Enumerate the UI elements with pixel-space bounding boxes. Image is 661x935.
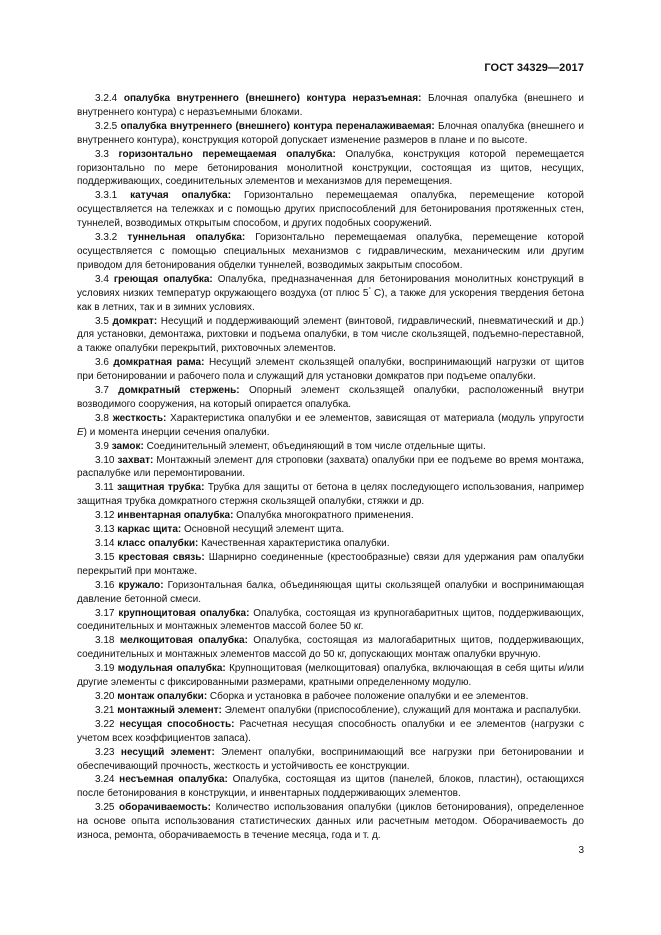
definition-text: Опорный элемент скользящей опалубки, расположенный внутри возводимого сооружения, на который опирается опалубка. (77, 385, 584, 410)
definition-term: опалубка внутреннего (внешнего) контура неразъемная: (123, 93, 422, 104)
definition-number: 3.24 (95, 774, 115, 786)
definition-text-continued: ) и момента инерции сечения опалубки. (83, 426, 270, 438)
definition-number: 3.12 (95, 510, 115, 522)
definition-item (77, 704, 584, 718)
definition-item (77, 579, 584, 607)
definition-number: 3.8 (95, 412, 109, 424)
definition-text: Элемент опалубки (приспособление), служащий для монтажа и распалубки. (221, 704, 582, 716)
definition-term: несъемная опалубка: (119, 774, 228, 786)
definition-number: 3.4 (95, 273, 109, 285)
page-number: 3 (578, 845, 584, 856)
definition-term: греющая опалубка: (113, 273, 213, 285)
definition-number: 3.17 (95, 607, 115, 619)
definition-number: 3.9 (95, 440, 109, 452)
definition-item (77, 690, 584, 704)
definition-term: мелкощитовая опалубка: (119, 635, 248, 647)
definition-term: оборачиваемость: (119, 802, 211, 814)
definition-item (77, 509, 584, 523)
definition-term: инвентарная опалубка: (117, 510, 234, 522)
definition-number: 3.20 (95, 690, 115, 702)
modulus-symbol: Е (77, 426, 84, 438)
definition-term: горизонтально перемещаемая опалубка: (118, 148, 336, 160)
definition-text: Опалубка, состоящая из крупногабаритных щитов, поддерживающих, соединительных и монтажных элементов массой более 50 кг. (77, 607, 585, 633)
definition-item (77, 551, 584, 579)
definition-term: несущий элемент: (120, 746, 215, 758)
definition-term: монтажный элемент: (117, 704, 222, 716)
definition-number: 3.2.5 (95, 120, 118, 132)
definition-text-continued: С), а также для ускорения твердения бетона как в летних, так и в зимних условиях. (77, 287, 585, 313)
definition-term: опалубка внутреннего (внешнего) контура переналаживаемая: (120, 120, 435, 132)
definition-term: домкратный стержень: (118, 385, 240, 397)
definition-number: 3.16 (95, 579, 115, 591)
definition-number: 3.19 (95, 663, 115, 675)
definition-text: Шарнирно соединенные (крестообразные) связи для удержания рам опалубки перекрытий при монтаже. (77, 551, 584, 577)
definition-number: 3.14 (95, 538, 115, 549)
definition-text: Элемент опалубки, воспринимающий все нагрузки при бетонировании и обеспечивающий прочность, жесткость и устойчивость ее конструкции. (77, 746, 585, 772)
definition-number: 3.22 (95, 718, 115, 730)
definition-number: 3.3 (95, 148, 109, 160)
definition-item (77, 773, 584, 801)
definition-item (77, 454, 584, 482)
definition-term: крестовая связь: (118, 551, 205, 563)
definition-text: Трубка для защиты от бетона в целях последующего использования, например защитная трубка домкратного стержня скользящей опалубки, стяжки и др. (77, 482, 584, 508)
definition-term: монтаж опалубки: (117, 690, 208, 702)
definition-number: 3.13 (95, 524, 115, 536)
definition-item (77, 120, 584, 148)
definitions-list (77, 92, 584, 843)
definition-term: класс опалубки: (117, 538, 199, 549)
definition-item (77, 607, 584, 635)
definition-number: 3.25 (95, 802, 115, 814)
definition-number: 3.11 (95, 482, 114, 494)
definition-text: Основной несущий элемент щита. (181, 524, 345, 536)
definition-text: Расчетная несущая способность опалубки и ее элементов (нагрузки с учетом всех коэффициентов запаса). (77, 718, 584, 744)
definition-item (77, 148, 584, 190)
definition-text: Горизонтальная балка, объединяющая щиты скользящей опалубки и воспринимающая давление бетонной смеси. (77, 579, 584, 605)
definition-term: несущая способность: (119, 718, 235, 730)
definition-text: Несущий и поддерживающий элемент (винтовой, гидравлический, пневматический и др.) для установки, демонтажа, рихтовки и подъема опалубки, в том числе скользящей, подъемно-переставной, а также опалубки перекрытий, рихтовочных элементов. (77, 315, 584, 355)
definition-term: домкратная рама: (113, 357, 205, 369)
definition-text: Характеристика опалубки и ее элементов, зависящая от материала (модуль упругости (166, 412, 585, 424)
definition-number: 3.23 (95, 746, 115, 758)
definition-item (77, 523, 584, 537)
definition-text: Количество использования опалубки (циклов бетонирования), определенное на основе опыта использования статистических данных или расчетным методом. Оборачиваемость до износа, ремонта, оборачиваемость в течение месяца, года и т. д. (77, 802, 584, 842)
definition-number: 3.18 (95, 635, 115, 647)
definition-text: Несущий элемент скользящей опалубки, воспринимающий нагрузки от щитов при бетонировании и рабочего пола и служащий для установки домкратов при подъеме опалубки. (77, 357, 585, 383)
definition-item (77, 315, 584, 357)
definition-term: защитная трубка: (117, 482, 205, 494)
definition-item (77, 440, 584, 454)
definition-term: замок: (111, 440, 144, 452)
definition-text: Блочная опалубка (внешнего и внутреннего контура) с неразъемными блоками. (77, 93, 585, 118)
definition-term: домкрат: (112, 315, 158, 327)
definition-item (77, 412, 584, 440)
definition-number: 3.3.2 (95, 232, 118, 244)
definition-text: Опалубка, состоящая из малогабаритных щитов, поддерживающих, соединительных и монтажных элементов массой до 50 кг, допускающих монтаж опалубки вручную. (77, 635, 585, 661)
definition-item (77, 384, 584, 412)
definition-item (77, 746, 584, 774)
definition-number: 3.5 (95, 315, 109, 327)
definition-text: Опалубка, состоящая из щитов (панелей, блоков, пластин), остающихся после бетонирования в конструкции, и инвентарных поддерживающих элементов. (77, 774, 585, 800)
definition-item (77, 662, 584, 690)
definition-item (77, 189, 584, 231)
definition-number: 3.2.4 (95, 93, 118, 104)
definition-term: кружало: (118, 579, 164, 591)
definition-term: жесткость: (112, 412, 167, 424)
definition-number: 3.10 (95, 454, 115, 466)
definition-item (77, 634, 584, 662)
definition-item (77, 231, 584, 273)
definition-term: модульная опалубка: (117, 663, 226, 675)
definition-item (77, 718, 584, 746)
definition-text: Опалубка, конструкция которой перемещается горизонтально по мере бетонирования монолитной конструкции, состоящая из щитов, несущих, поддерживающих, соединительных элементов и механизмов для перемещения. (77, 148, 585, 188)
definition-term: каркас щита: (117, 524, 182, 536)
definition-item (77, 801, 584, 843)
definition-text: Сборка и установка в рабочее положение опалубки и ее элементов. (207, 690, 529, 702)
definition-text: Горизонтально перемещаемая опалубка, перемещение которой осуществляется с помощью специальных механизмов с гидравлическим, механическим или другим приводом для бетонирования обделки туннелей, возводимых закрытым способом. (77, 232, 584, 271)
definition-number: 3.3.1 (95, 190, 118, 202)
definition-item (77, 273, 584, 315)
definition-text: Опалубка, предназначенная для бетонирования монолитных конструкций в условиях низких температур окружающего воздуха (от плюс 5 (77, 273, 584, 299)
definition-item (77, 356, 584, 384)
definition-number: 3.6 (95, 357, 109, 369)
document-header: ГОСТ 34329—2017 (484, 62, 584, 74)
definition-text: Монтажный элемент для строповки (захвата) опалубки при ее подъеме во время монтажа, распалубке или перемонтировании. (77, 454, 584, 480)
definition-text: Соединительный элемент, объединяющий в том числе отдельные щиты. (143, 440, 486, 452)
definition-number: 3.21 (95, 704, 115, 716)
definition-term: захват: (117, 454, 154, 466)
definition-item (77, 92, 584, 120)
definition-text: Горизонтально перемещаемая опалубка, перемещение которой осуществляется на тележках и с помощью других приспособлений для бетонирования протяженных стен, туннелей, возводимых открытым способом, и других подобных сооружений. (77, 190, 585, 230)
definition-text: Крупнощитовая (мелкощитовая) опалубка, включающая в себя щиты и/или другие элементы с фиксированными размерами, кратными определенному модулю. (77, 663, 584, 689)
definition-item (77, 537, 584, 551)
definition-term: крупнощитовая опалубка: (118, 607, 250, 619)
definition-text: Блочная опалубка (внешнего и внутреннего контура), конструкция которой допускает изменение размеров в плане и по высоте. (77, 120, 585, 146)
definition-term: туннельная опалубка: (127, 232, 246, 244)
degree-symbol: ° (368, 287, 371, 294)
definition-term: катучая опалубка: (130, 190, 232, 202)
definition-text: Качественная характеристика опалубки. (198, 538, 390, 549)
definition-number: 3.7 (95, 385, 109, 397)
definition-number: 3.15 (95, 551, 115, 563)
definition-item (77, 481, 584, 509)
definition-text: Опалубка многократного применения. (233, 510, 414, 522)
